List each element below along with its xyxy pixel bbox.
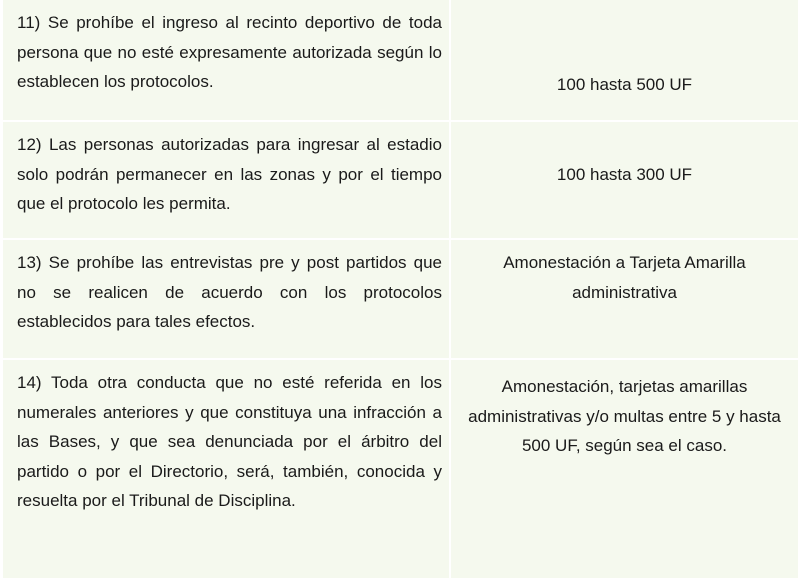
infraction-description: 12) Las personas autorizadas para ingresar al estadio solo podrán permanecer en las zonas y por el tiempo que el protocolo les permita. [3,122,451,238]
table-row [3,360,798,580]
table-row [3,122,798,240]
table-row [3,0,798,122]
penalty-cell: Amonestación, tarjetas amarillas administrativas y/o multas entre 5 y hasta 500 UF, según sea el caso. [451,360,798,578]
table-row [3,240,798,360]
infraction-description: 11) Se prohíbe el ingreso al recinto deportivo de toda persona que no esté expresamente autorizada según lo establecen los protocolos. [3,0,451,120]
penalty-cell: Amonestación a Tarjeta Amarilla administrativa [451,240,798,358]
sanctions-table [3,0,798,580]
infraction-description: 14) Toda otra conducta que no esté referida en los numerales anteriores y que constituya una infracción a las Bases, y que sea denunciada por el árbitro del partido o por el Directorio, será, también, conocida y resuelta por el Tribunal de Disciplina. [3,360,451,578]
penalty-cell: 100 hasta 500 UF [451,0,798,120]
penalty-cell: 100 hasta 300 UF [451,122,798,238]
infraction-description: 13) Se prohíbe las entrevistas pre y post partidos que no se realicen de acuerdo con los protocolos establecidos para tales efectos. [3,240,451,358]
